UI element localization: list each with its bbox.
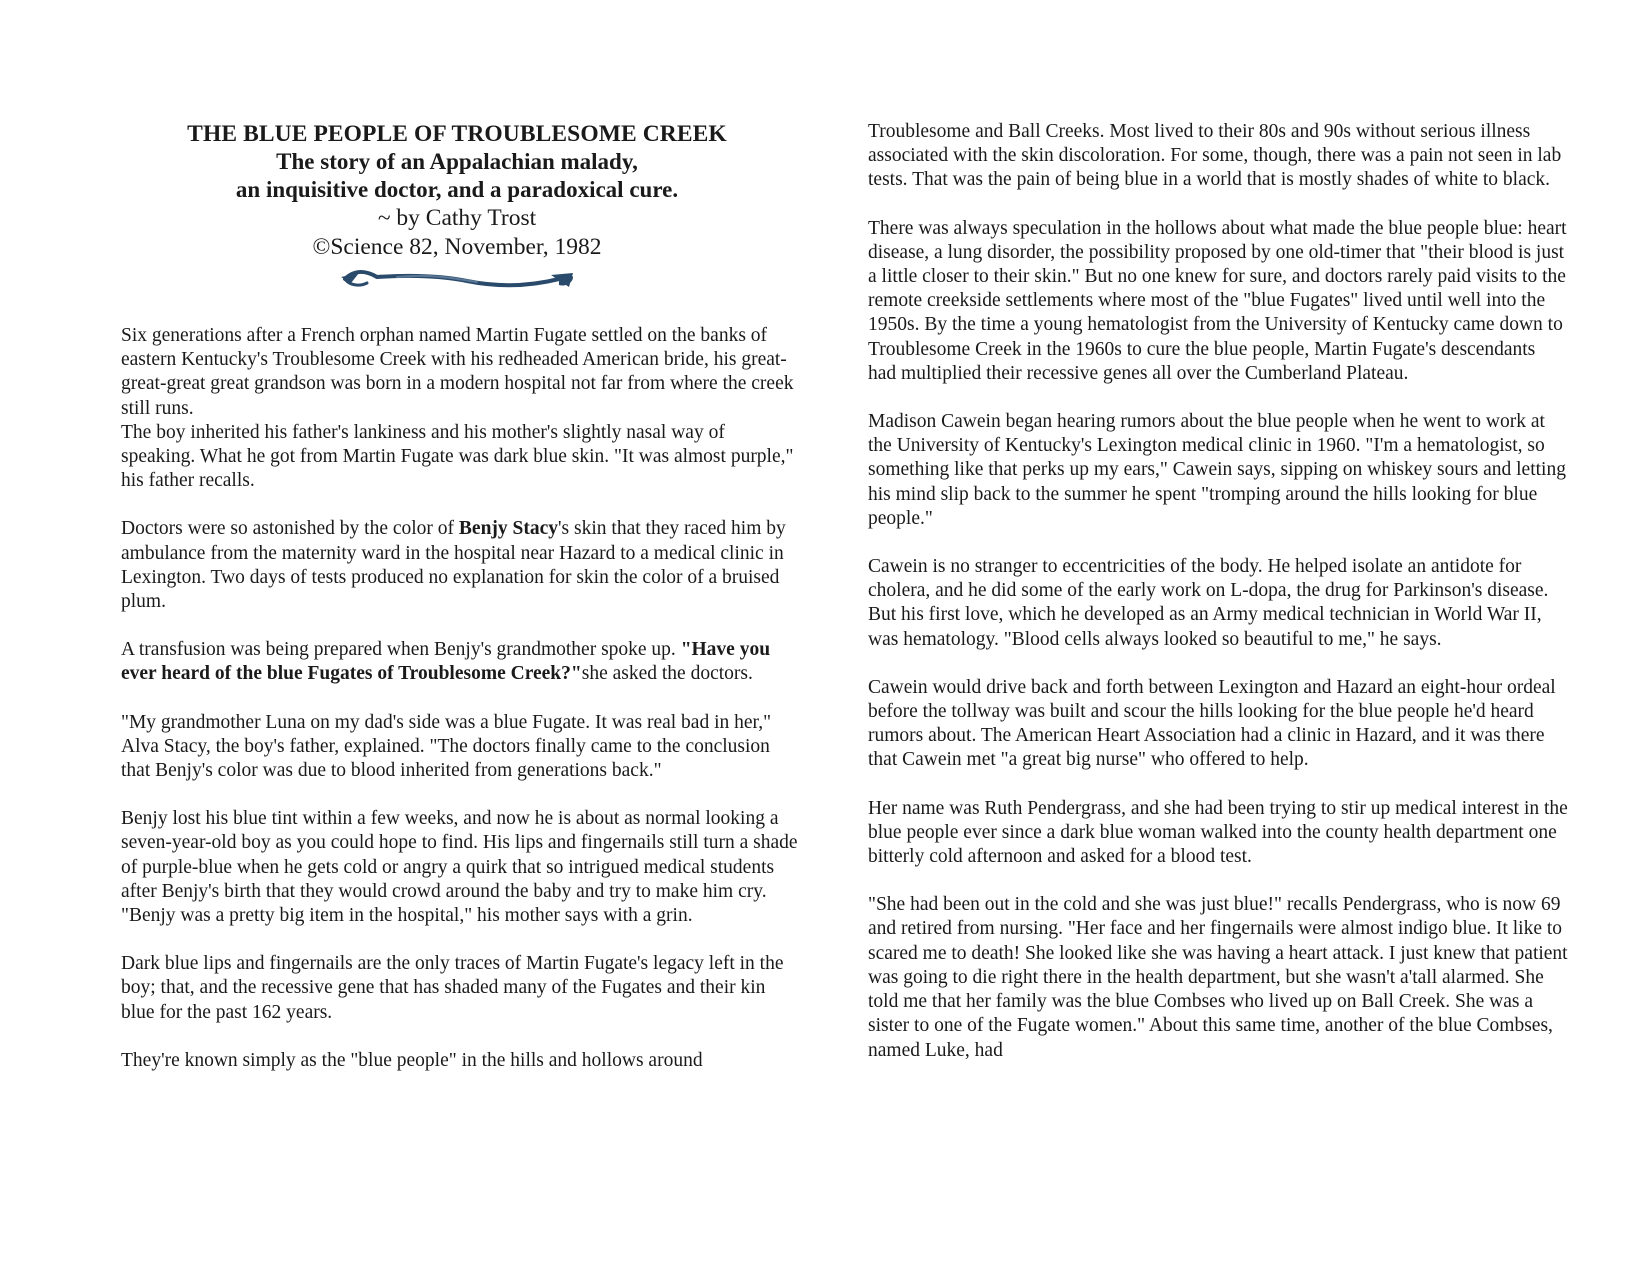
paragraph: The boy inherited his father's lankiness and his mother's slightly nasal way of speaking. What he got from Martin Fugate was dark blue skin. "It was almost purple," his father recalls.	[121, 421, 794, 492]
paragraph: Troublesome and Ball Creeks. Most lived to their 80s and 90s without serious illness associated with the skin discoloration. For some, though, there was a pain not seen in lab tests. That was the pain of being blue in a world that is mostly shades of white to black.	[868, 121, 1562, 191]
paragraph: Six generations after a French orphan named Martin Fugate settled on the banks of eastern Kentucky's Troublesome Creek with his redheaded American bride, his great-great-great great grandson was born in a modern hospital not far from where the creek still runs.	[121, 325, 794, 419]
article-subtitle-line-1: The story of an Appalachian malady,	[276, 149, 638, 174]
paragraph: Dark blue lips and fingernails are the only traces of Martin Fugate's legacy left in the boy; that, and the recessive gene that has shaded many of the Fugates and their kin blue for the past 162 years.	[121, 953, 784, 1023]
paragraph-text: she asked the doctors.	[581, 663, 753, 685]
paragraph: Madison Cawein began hearing rumors about the blue people when he went to work at the University of Kentucky's Lexington medical clinic in 1960. "I'm a hematologist, so something like that perks up my ears," Cawein says, sipping on whiskey sours and letting his mind slip back to the summer he spent "tromping around the hills looking for blue people."	[868, 411, 1566, 529]
bold-quote: "Have you ever heard of the blue Fugates of Troublesome Creek?"	[121, 639, 771, 685]
paragraph: Cawein is no stranger to eccentricities of the body. He helped isolate an antidote for cholera, and he did some of the early work on L-dopa, the drug for Parkinson's disease. But his first love, which he developed as an Army medical technician in World War II, was hematology. "Blood cells always looked so beautiful to me," he says.	[868, 556, 1549, 650]
paragraph: Her name was Ruth Pendergrass, and she had been trying to stir up medical interest in the blue people ever since a dark blue woman walked into the county health department one bitterly cold afternoon and asked for a blood test.	[868, 797, 1568, 868]
article-header	[121, 120, 793, 295]
paragraph-text: 's skin that they raced him by ambulance from the maternity ward in the hospital near Hazard to a medical clinic in Lexington. Two days of tests produced no explanation for skin the color of a bruised plum.	[121, 518, 786, 613]
article-byline: ~ by Cathy Trost	[377, 205, 537, 231]
bold-name: Benjy Stacy	[458, 518, 559, 540]
article-title: THE BLUE PEOPLE OF TROUBLESOME CREEK	[187, 121, 727, 147]
left-column	[121, 324, 801, 1073]
paragraph-text: A transfusion was being prepared when Benjy's grandmother spoke up.	[121, 639, 681, 661]
paragraph	[121, 638, 801, 686]
paragraph	[121, 517, 801, 614]
paragraph: They're known simply as the "blue people" in the hills and hollows around	[121, 1049, 703, 1071]
right-column	[868, 120, 1568, 1063]
flourish-divider-icon	[337, 265, 577, 295]
paragraph: "She had been out in the cold and she was just blue!" recalls Pendergrass, who is now 69 and retired from nursing. "Her face and her fingernails were almost indigo blue. It like to scared me to death! She looked like she was having a heart attack. I just knew that patient was going to die right there in the health department, but she wasn't a'tall alarmed. She told me that her family was the blue Combses who lived up on Ball Creek. She was a sister to one of the Fugate women." About this same time, another of the blue Combses, named Luke, had	[868, 894, 1568, 1061]
article-source: ©Science 82, November, 1982	[312, 234, 602, 260]
paragraph-text: Doctors were so astonished by the color of	[121, 518, 459, 540]
paragraph: There was always speculation in the hollows about what made the blue people blue: heart disease, a lung disorder, the possibility proposed by one old-timer that "their blood is just a little closer to their skin." But no one knew for sure, and doctors rarely paid visits to the remote creekside settlements where most of the "blue Fugates" lived until well into the 1950s. By the time a young hematologist from the University of Kentucky came down to Troublesome Creek in the 1960s to cure the blue people, Martin Fugate's descendants had multiplied their recessive genes all over the Cumberland Plateau.	[868, 217, 1567, 384]
article-subtitle-line-2: an inquisitive doctor, and a paradoxical cure.	[235, 177, 679, 202]
paragraph: "My grandmother Luna on my dad's side was a blue Fugate. It was real bad in her," Alva Stacy, the boy's father, explained. "The doctors finally came to the conclusion that Benjy's color was due to blood inherited from generations back."	[121, 711, 772, 782]
paragraph: Cawein would drive back and forth between Lexington and Hazard an eight-hour ordeal before the tollway was built and scour the hills looking for the blue people he'd heard rumors about. The American Heart Association had a clinic in Hazard, and it was there that Cawein met "a great big nurse" who offered to help.	[868, 676, 1556, 771]
paragraph: Benjy lost his blue tint within a few weeks, and now he is about as normal looking a seven-year-old boy as you could hope to find. His lips and fingernails still turn a shade of purple-blue when he gets cold or angry a quirk that so intrigued medical students after Benjy's birth that they would crowd around the baby and try to make him cry. "Benjy was a pretty big item in the hospital," his mother says with a grin.	[121, 808, 798, 927]
